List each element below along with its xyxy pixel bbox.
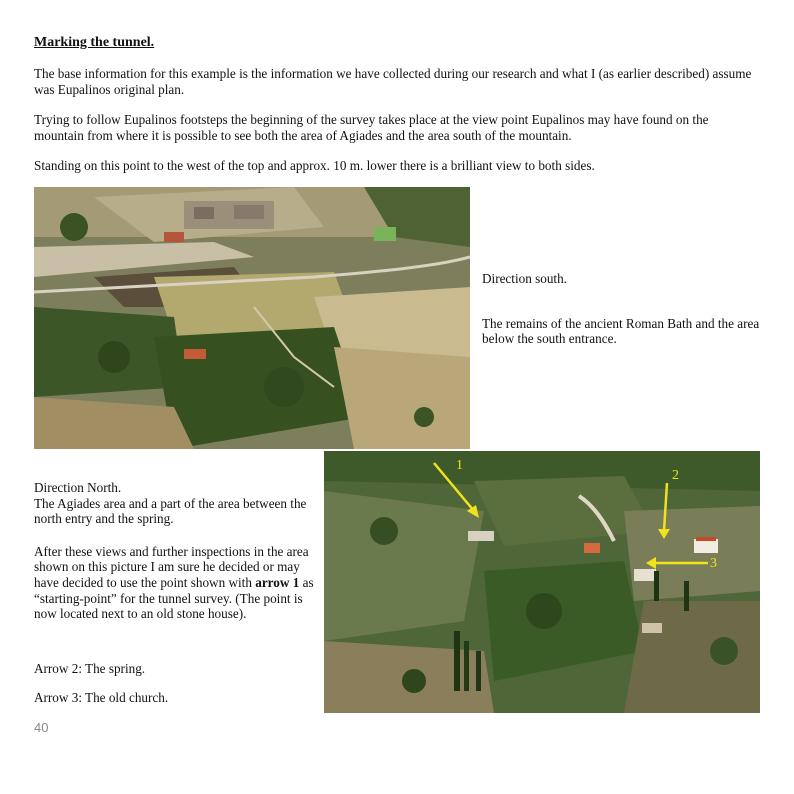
caption-north-title: Direction North. — [34, 480, 122, 495]
caption-north — [34, 480, 316, 634]
photo-label-3: 3 — [710, 556, 717, 571]
arrow-2-caption: Arrow 2: The spring. — [34, 661, 146, 676]
page-heading: Marking the tunnel. — [34, 35, 155, 50]
caption-north-paragraph: After these views and further inspections in the area shown on this picture I am sure he decided or may have decided to use the point shown with arrow 1 as “starting-point” for the tunnel survey. (The point is now located next to an old stone house). — [34, 543, 314, 622]
photo-direction-south — [34, 187, 470, 449]
photo-label-2: 2 — [672, 468, 679, 483]
arrow-1-reference: arrow 1 — [255, 574, 300, 590]
caption-south-text: The remains of the ancient Roman Bath and the area below the south entrance. — [482, 315, 760, 347]
photo-direction-north — [324, 451, 760, 713]
caption-south — [482, 271, 762, 359]
photo-label-1: 1 — [456, 458, 463, 473]
page-number: 40 — [34, 720, 49, 735]
intro-paragraph-1: The base information for this example is the information we have collected during our research and what I (as earlier described) assume was Eupalinos original plan. — [34, 66, 752, 97]
intro-paragraph-2: Trying to follow Eupalinos footsteps the beginning of the survey takes place at the view point Eupalinos may have found on the mountain from where it is possible to see both the area of Agiades and the area south of the mountain. — [34, 112, 709, 143]
arrow-3-caption: Arrow 3: The old church. — [34, 690, 169, 705]
intro-paragraph-3: Standing on this point to the west of the top and approx. 10 m. lower there is a brilliant view to both sides. — [34, 158, 595, 173]
caption-south-title: Direction south. — [482, 271, 567, 286]
caption-north-text: The Agiades area and a part of the area between the north entry and the spring. — [34, 495, 307, 527]
